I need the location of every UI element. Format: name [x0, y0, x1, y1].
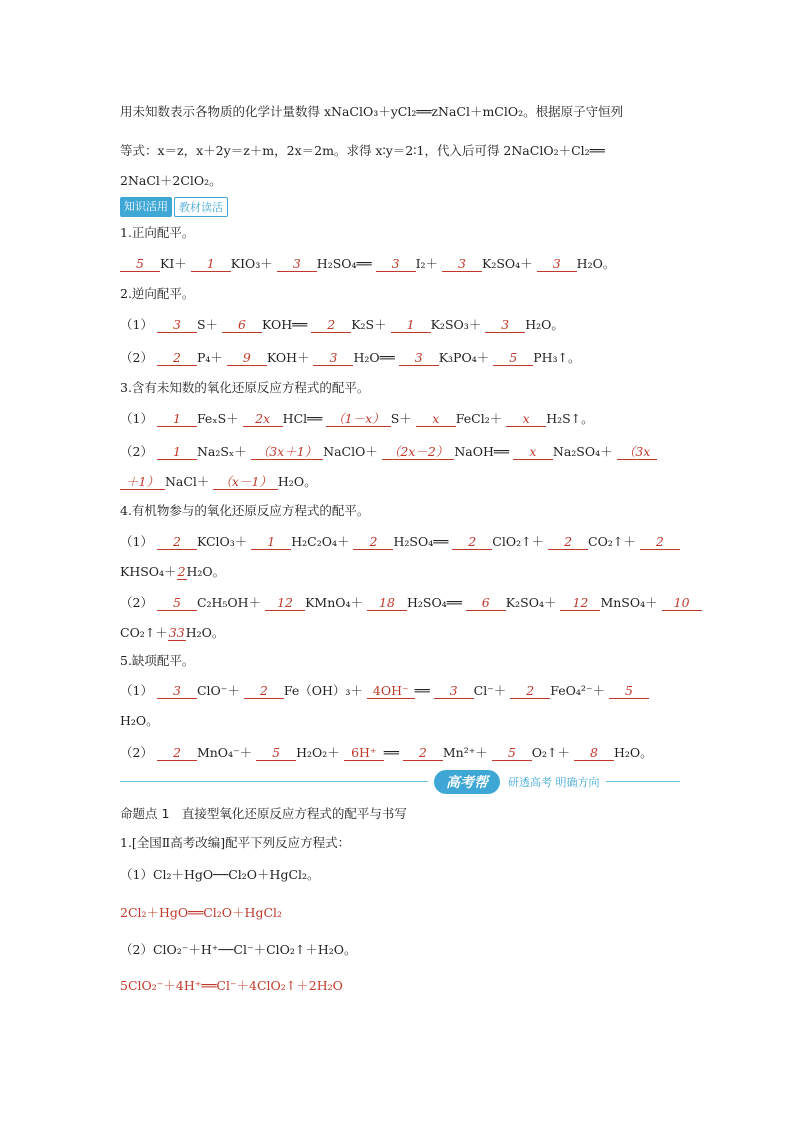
term: I₂＋	[415, 256, 439, 271]
blank[interactable]: 3	[157, 317, 197, 333]
term: K₂S＋	[351, 317, 387, 332]
term: FeO₄²⁻＋	[550, 683, 606, 698]
blank[interactable]: 12	[560, 595, 600, 611]
blank[interactable]: 2	[157, 745, 197, 761]
blank[interactable]: 5	[609, 683, 649, 699]
blank[interactable]: 5	[493, 350, 533, 366]
item-prefix: （2）	[120, 350, 153, 365]
term: P₄＋	[196, 350, 223, 365]
term: MnSO₄＋	[600, 595, 658, 610]
exam-answer-1: 2Cl₂＋HgO══Cl₂O＋HgCl₂	[120, 905, 283, 920]
term: S＋	[196, 317, 219, 332]
blank[interactable]: 2	[353, 534, 393, 550]
s3-title: 3.含有未知数的氧化还原反应方程式的配平。	[120, 380, 370, 395]
banner-center	[428, 770, 606, 794]
s2-eq-1	[120, 316, 564, 334]
term: H₂SO₄══	[407, 595, 462, 610]
term: H₂O。	[576, 256, 616, 271]
s4-title: 4.有机物参与的氧化还原反应方程式的配平。	[120, 503, 370, 518]
blank[interactable]: 2	[177, 564, 186, 579]
blank[interactable]: （2x－2）	[382, 444, 454, 460]
s2-title: 2.逆向配平。	[120, 286, 195, 301]
term: CO₂↑＋	[120, 625, 168, 640]
banner-title: 高考帮	[434, 770, 500, 794]
blank[interactable]: 9	[227, 350, 267, 366]
blank[interactable]: 5	[120, 256, 160, 272]
term: S＋	[390, 411, 412, 426]
blank[interactable]: 2	[157, 350, 197, 366]
blank[interactable]: 2	[403, 745, 443, 761]
term: HCl══	[282, 411, 323, 426]
term: H₂O₂＋	[296, 745, 340, 760]
blank[interactable]: 2	[640, 534, 680, 550]
blank[interactable]: 3	[313, 350, 353, 366]
blank[interactable]: 8	[574, 745, 614, 761]
blank[interactable]: 1	[391, 317, 431, 333]
item-prefix: （1）	[120, 411, 153, 426]
term: O₂↑＋	[531, 745, 571, 760]
intro-line-3: 2NaCl＋2ClO₂。	[120, 173, 222, 188]
banner-subtitle: 研透高考 明确方向	[508, 776, 600, 789]
blank[interactable]: 6	[222, 317, 262, 333]
term: H₂O。	[614, 745, 653, 760]
blank[interactable]: 33	[168, 625, 185, 640]
term: NaOH══	[454, 444, 509, 459]
term: PH₃↑。	[533, 350, 581, 365]
blank[interactable]: 4OH⁻	[367, 683, 415, 699]
blank[interactable]: 3	[376, 256, 416, 272]
term: K₂SO₄＋	[505, 595, 557, 610]
item-prefix: （2）	[120, 595, 153, 610]
exam-q1b: （2）ClO₂⁻＋H⁺──Cl⁻＋ClO₂↑＋H₂O。	[120, 942, 357, 957]
s5-eq-1	[120, 682, 649, 700]
blank[interactable]: 2	[452, 534, 492, 550]
blank[interactable]: 2	[157, 534, 197, 550]
blank[interactable]: x	[416, 411, 456, 427]
blank[interactable]: （x－1）	[213, 474, 278, 490]
term: MnO₄⁻＋	[196, 745, 253, 760]
s1-eq	[120, 255, 615, 273]
term: Mn²⁺＋	[442, 745, 488, 760]
term: KMnO₄＋	[305, 595, 364, 610]
term: ══	[383, 745, 399, 760]
blank[interactable]: 1	[157, 444, 197, 460]
term: Fe（OH）₃＋	[283, 683, 363, 698]
blank[interactable]: 1	[191, 256, 231, 272]
term: K₂SO₄＋	[482, 256, 533, 271]
s4-eq-2	[120, 594, 702, 612]
term: ClO⁻＋	[196, 683, 240, 698]
blank[interactable]: ＋1）	[120, 474, 165, 490]
gaokao-banner	[120, 770, 680, 794]
blank[interactable]: 3	[442, 256, 482, 272]
term: KI＋	[160, 256, 187, 271]
term: C₂H₅OH＋	[196, 595, 262, 610]
item-prefix: （1）	[120, 317, 153, 332]
term: H₂SO₄══	[316, 256, 372, 271]
badge-textbook: 教材读活	[174, 197, 228, 217]
term: H₂O。	[277, 474, 317, 489]
term: KClO₃＋	[196, 534, 248, 549]
item-prefix: （1）	[120, 534, 153, 549]
term: Na₂Sₓ＋	[196, 444, 247, 459]
s2-eq-2	[120, 349, 581, 367]
blank[interactable]: （3x	[617, 444, 657, 460]
badge-knowledge: 知识活用	[120, 197, 172, 217]
blank[interactable]: 1	[157, 411, 197, 427]
blank[interactable]: 3	[434, 683, 474, 699]
blank[interactable]: 2	[510, 683, 550, 699]
exam-q1: 1.[全国Ⅱ高考改编]配平下列反应方程式：	[120, 835, 351, 850]
blank[interactable]: x	[506, 411, 546, 427]
s3-eq-2-cont	[120, 473, 317, 491]
blank[interactable]: 10	[662, 595, 702, 611]
section-badges	[120, 197, 228, 217]
exam-q1a: （1）Cl₂＋HgO──Cl₂O＋HgCl₂。	[120, 867, 320, 882]
blank[interactable]: 2	[311, 317, 351, 333]
blank[interactable]: 5	[492, 745, 532, 761]
blank[interactable]: 3	[537, 256, 577, 272]
term: CO₂↑＋	[588, 534, 636, 549]
term: Cl⁻＋	[473, 683, 507, 698]
item-prefix: （1）	[120, 683, 153, 698]
term: H₂C₂O₄＋	[291, 534, 350, 549]
term: ClO₂↑＋	[492, 534, 545, 549]
term: H₂S↑。	[546, 411, 594, 426]
s4-eq-2-cont	[120, 624, 224, 642]
term: KOH＋	[266, 350, 310, 365]
term: K₃PO₄＋	[438, 350, 490, 365]
s5-title: 5.缺项配平。	[120, 653, 195, 668]
s4-eq-1-cont	[120, 563, 225, 581]
blank[interactable]: 5	[157, 595, 197, 611]
exam-answer-2: 5ClO₂⁻＋4H⁺══Cl⁻＋4ClO₂↑＋2H₂O	[120, 978, 343, 993]
blank[interactable]: 6	[466, 595, 506, 611]
s3-eq-2	[120, 443, 657, 461]
term: KIO₃＋	[230, 256, 273, 271]
term: H₂O。	[525, 317, 564, 332]
term: FeₓS＋	[196, 411, 239, 426]
term: FeCl₂＋	[455, 411, 503, 426]
term: Na₂SO₄＋	[552, 444, 613, 459]
term: ══	[414, 683, 430, 698]
term: NaCl＋	[164, 474, 210, 489]
blank[interactable]: 2	[244, 683, 284, 699]
blank[interactable]: 2	[548, 534, 588, 550]
blank[interactable]: 3	[399, 350, 439, 366]
blank[interactable]: 12	[265, 595, 305, 611]
term: KHSO₄＋	[120, 564, 177, 579]
item-prefix: （2）	[120, 444, 153, 459]
exam-heading: 命题点 1 直接型氧化还原反应方程式的配平与书写	[120, 806, 407, 821]
intro-line-1: 用未知数表示各物质的化学计量数得 xNaClO₃＋yCl₂══zNaCl＋mClO₂。根据原子守恒列	[120, 104, 624, 119]
s4-eq-1	[120, 533, 680, 551]
term: K₂SO₃＋	[430, 317, 482, 332]
item-prefix: （2）	[120, 745, 153, 760]
blank[interactable]: 6H⁺	[344, 745, 384, 761]
blank[interactable]: 2x	[243, 411, 283, 427]
blank[interactable]: x	[513, 444, 553, 460]
term: NaClO＋	[323, 444, 378, 459]
blank[interactable]: （1－x）	[326, 411, 391, 427]
blank[interactable]: 3	[157, 683, 197, 699]
blank[interactable]: 3	[277, 256, 317, 272]
term: KOH══	[262, 317, 308, 332]
term: H₂O。	[185, 625, 225, 640]
intro-line-2: 等式：x＝z，x＋2y＝z＋m，2x＝2m。求得 x∶y＝2∶1，代入后可得 2NaClO₂＋Cl₂══	[120, 143, 605, 158]
s5-eq-2	[120, 744, 653, 762]
blank[interactable]: 3	[485, 317, 525, 333]
term: H₂O══	[353, 350, 395, 365]
s3-eq-1	[120, 410, 594, 428]
s1-title: 1.正向配平。	[120, 225, 195, 240]
blank[interactable]: 1	[251, 534, 291, 550]
term: H₂SO₄══	[393, 534, 449, 549]
term: H₂O。	[186, 564, 226, 579]
blank[interactable]: 18	[367, 595, 407, 611]
term: H₂O。	[120, 713, 159, 728]
blank[interactable]: （3x＋1）	[251, 444, 323, 460]
blank[interactable]: 5	[256, 745, 296, 761]
s5-eq-1-cont	[120, 712, 159, 730]
